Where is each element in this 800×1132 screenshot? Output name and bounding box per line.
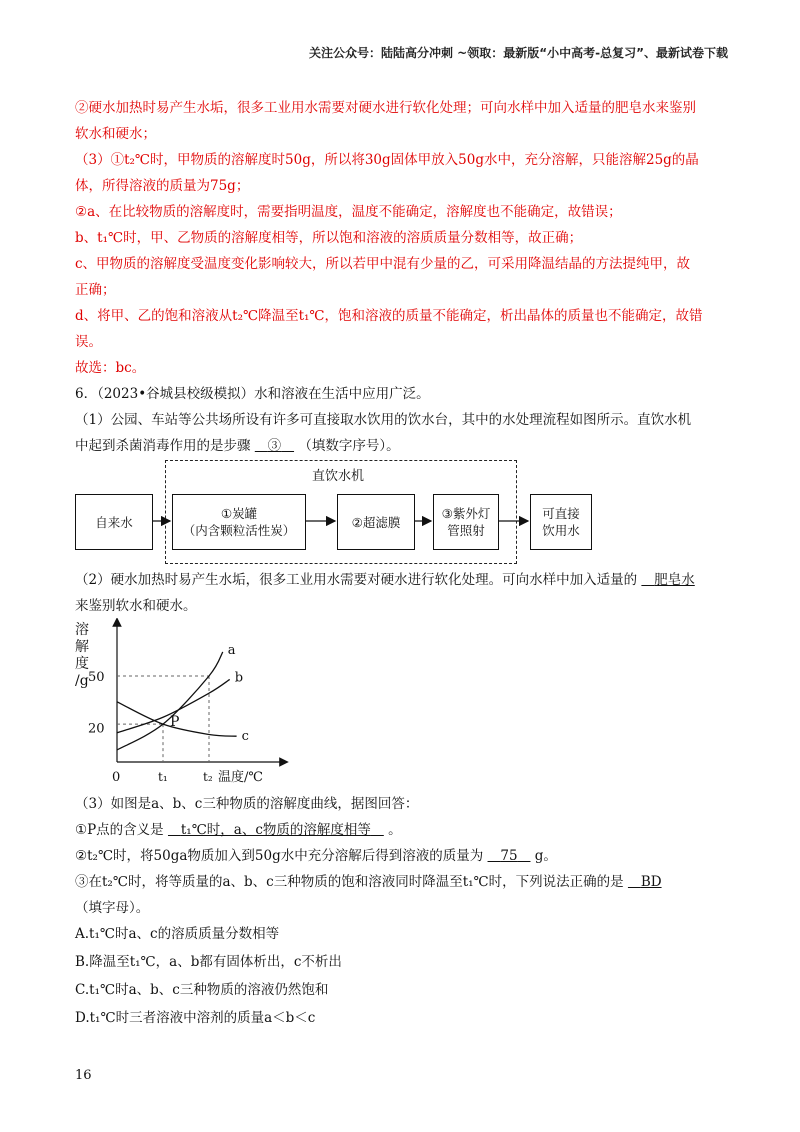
subquestion-1: ①P点的含义是 t₁℃时，a、c物质的溶解度相等 。 <box>75 822 402 838</box>
option-c: C.t₁℃时a、b、c三种物质的溶液仍然饱和 <box>75 982 329 998</box>
answer-line: 故选：bc。 <box>75 360 146 376</box>
series-label-b: b <box>234 670 244 686</box>
y-axis-label: 溶 <box>75 622 89 638</box>
x-tick-label: t₁ <box>158 770 168 784</box>
page-number: 16 <box>75 1068 92 1083</box>
series-label-a: a <box>227 642 236 658</box>
answer-line: （3）①t₂℃时，甲物质的溶解度时50g，所以将30g固体甲放入50g水中，充分溶解，只能溶解25g的晶 <box>75 152 699 168</box>
question-title: 6．（2023•谷城县校级模拟）水和溶液在生活中应用广泛。 <box>75 386 430 402</box>
answer-line: ②a、在比较物质的溶解度时，需要指明温度，温度不能确定，溶解度也不能确定，故错误； <box>75 204 622 220</box>
question-part1-line1: （1）公园、车站等公共场所设有许多可直接取水饮用的饮水台，其中的水处理流程如图所示。直饮水机 <box>75 412 692 428</box>
flow-box-tap-water: 自来水 <box>75 494 153 550</box>
fill-answer: 75 <box>500 848 518 864</box>
y-axis-label: 解 <box>75 639 89 655</box>
flow-box-carbon-tank: ①炭罐 （内含颗粒活性炭） <box>172 494 306 550</box>
answer-line: 误。 <box>75 334 102 350</box>
question-part3-intro: （3）如图是a、b、c三种物质的溶解度曲线，据图回答： <box>75 796 419 812</box>
fill-answer: ③ <box>267 438 282 454</box>
y-tick-label: 20 <box>88 721 105 737</box>
machine-label: 直饮水机 <box>312 469 365 484</box>
answer-line: 体，所得溶液的质量为75g； <box>75 178 250 194</box>
series-label-c: c <box>241 729 249 745</box>
page-header: 关注公众号：陆陆高分冲刺 ~领取：最新版“小中高考-总复习”、最新试卷下载 <box>309 46 728 60</box>
series-line-a <box>117 652 223 750</box>
flow-box-ultrafiltration: ②超滤膜 <box>337 494 415 550</box>
answer-line: 正确； <box>75 282 116 298</box>
subquestion-3-line1: ③在t₂℃时，将等质量的a、b、c三种物质的饱和溶液同时降温至t₁℃时，下列说法正确的是 BD <box>75 874 662 890</box>
y-axis-label: 度 <box>75 656 89 672</box>
answer-line: c、甲物质的溶解度受温度变化影响较大，所以若甲中混有少量的乙，可采用降温结晶的方法提纯甲，故 <box>75 256 691 272</box>
fill-answer: 肥皂水 <box>654 572 695 588</box>
y-tick-label: 50 <box>88 670 105 685</box>
flow-box-drinkable-water: 可直接 饮用水 <box>530 494 592 550</box>
answer-line: ②硬水加热时易产生水垢，很多工业用水需要对硬水进行软化处理；可向水样中加入适量的肥皂水来鉴别 <box>75 100 696 116</box>
option-d: D.t₁℃时三者溶液中溶剂的质量a＜b＜c <box>75 1010 316 1026</box>
question-part2-line1: （2）硬水加热时易产生水垢，很多工业用水需要对硬水进行软化处理。可向水样中加入适量的 肥皂水 <box>75 572 695 588</box>
question-part2-line2: 来鉴别软水和硬水。 <box>75 598 197 614</box>
question-part1-line2: 中起到杀菌消毒作用的是步骤 ③ （填数字序号）。 <box>75 438 400 454</box>
x-axis-label: 温度/℃ <box>218 770 263 785</box>
fill-answer: BD <box>640 874 662 890</box>
flow-box-uv-lamp: ③紫外灯 管照射 <box>433 494 499 550</box>
x-tick-label: t₂ <box>203 770 213 784</box>
option-b: B.降温至t₁℃，a、b都有固体析出，c不析出 <box>75 954 342 970</box>
y-axis-label: /g <box>75 673 89 689</box>
answer-line: d、将甲、乙的饱和溶液从t₂℃降温至t₁℃，饱和溶液的质量不能确定，析出晶体的质量也不能确定，故错 <box>75 308 703 324</box>
option-a: A.t₁℃时a、c的溶质质量分数相等 <box>75 926 280 942</box>
answer-line: 软水和硬水； <box>75 126 156 142</box>
fill-answer: t₁℃时，a、c物质的溶解度相等 <box>180 822 371 838</box>
solubility-chart <box>70 618 290 790</box>
answer-line: b、t₁℃时，甲、乙物质的溶解度相等，所以饱和溶液的溶质质量分数相等，故正确； <box>75 230 583 246</box>
point-label: P <box>170 714 180 731</box>
x-tick-label: 0 <box>112 770 121 785</box>
subquestion-3-line2: （填字母）。 <box>75 900 150 916</box>
subquestion-2: ②t₂℃时，将50ga物质加入到50g水中充分溶解后得到溶液的质量为 75 g。 <box>75 848 557 864</box>
